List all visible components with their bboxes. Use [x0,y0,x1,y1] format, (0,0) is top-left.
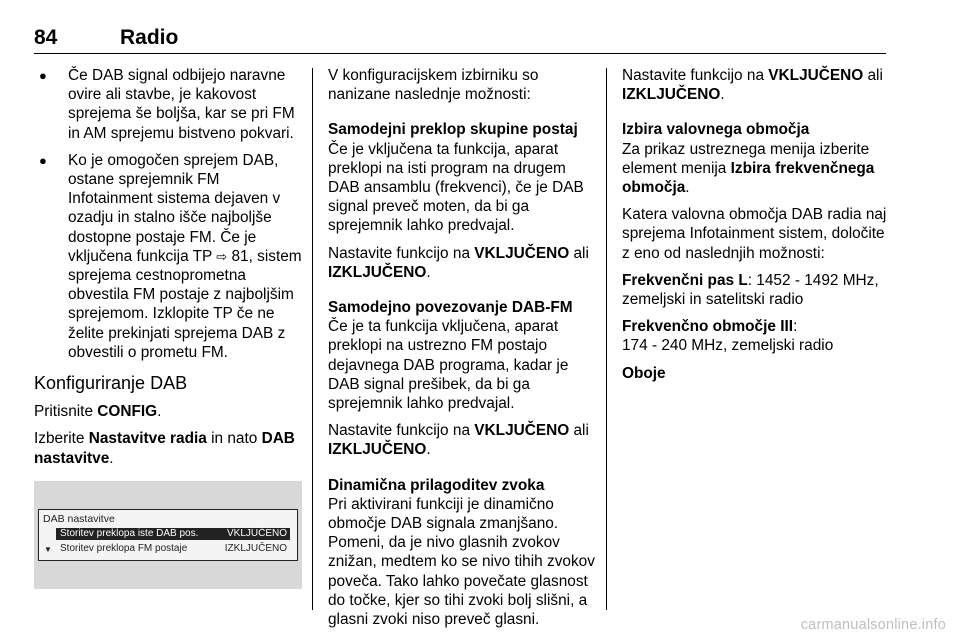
screen-menu-frame [38,509,298,561]
bullet-list [34,66,302,362]
option-body: Če je ta funkcija vključena, aparat preklopi na ustrezno FM postajo dejavnega DAB programa, kadar je DAB signal prešibek, da bi ga sprejemnik lahko predvajal. [328,318,569,413]
bullet-text: Če DAB signal odbijejo naravne ovire ali stavbe, je kakovost sprejema še boljša, kar se pri FM in AM sprejemu bistveno pokvari. [68,67,295,142]
option-body: Pri aktivirani funkciji je dinamično območje DAB signala zmanjšano. Pomeni, da je nivo glasnih zvokov znižan, medtem ko se nivo tihih zvokov poveča. Tako lahko povečate glasnost do točke, kjer so tihi zvoki bolj slišni, a glasni zvoki niso preveč glasni. [328,495,595,629]
dab-settings-screenshot [34,481,302,589]
bullet-text-cont: 81, sistem sprejema cestnoprometna obvestila FM postaje z najboljšim sprejemom. Izklopite TP če ne želite prekinjati sprejema DAB z obvestili o prometu FM. [68,247,302,361]
screen-row-value: IZKLJUČENO [224,542,287,554]
bullet-icon: ● [39,152,47,168]
set-function-text: Nastavite funkcijo na VKLJUČENO ali IZKLJUČENO. [328,422,589,459]
option-title: Samodejni preklop skupine postaj [328,121,578,139]
set-function-text: Nastavite funkcijo na VKLJUČENO ali IZKLJUČENO. [328,244,589,281]
select-instruction: Izberite Nastavitve radia in nato DAB nastavitve. [34,430,295,467]
column-divider-1 [312,68,313,610]
column-divider-2 [606,68,607,610]
section-title: Radio [120,26,179,49]
menu-item-radio-settings: Nastavitve radia [88,430,207,448]
right-arrow-reference-icon[interactable]: ⇨ [216,248,228,264]
intro-text: V konfiguracijskem izbirniku so nanizane naslednje možnosti: [328,67,539,104]
page-header [34,26,886,54]
column-3 [622,66,888,391]
option-title: Izbira valovnega območja [622,121,810,139]
menu-item-dab-settings: DAB nastavitve [34,430,295,467]
set-function-text: Nastavite funkcijo na VKLJUČENO ali IZKLJUČENO. [622,67,883,104]
list-item [34,151,302,362]
screen-row-label: Storitev preklopa iste DAB pos. [60,527,199,539]
option-body: Če je vključena ta funkcija, aparat preklopi na isti program na drugem DAB ansamblu (frekvenci), če je DAB signal preveč moten, da bi ga sprejemnik lahko predvajal. [328,140,584,235]
config-key-label: CONFIG [97,403,158,421]
band-option-iii: Frekvenčno območje III: 174 - 240 MHz, zemeljski radio [622,318,834,355]
bullet-icon: ● [39,68,47,83]
option-title: Samodejno povezovanje DAB-FM [328,299,573,317]
band-option-l: Frekvenčni pas L: 1452 - 1492 MHz, zemeljski in satelitski radio [622,271,879,309]
subsection-heading: Konfiguriranje DAB [34,373,188,394]
column-2 [328,66,596,637]
screen-row-label: Storitev preklopa FM postaje [60,542,188,554]
option-body: Za prikaz ustreznega menija izberite element menija Izbira frekvenčnega območja. [622,140,875,197]
watermark: carmanualsonline.info [800,617,946,633]
option-title: Dinamična prilagoditev zvoka [328,476,545,494]
screen-row-value: VKLJUČENO [226,527,287,539]
press-instruction: Pritisnite CONFIG. [34,403,162,421]
column-1 [34,66,302,589]
band-question: Katera valovna območja DAB radia naj sprejema Infotainment sistem, določite z eno od naslednjih možnosti: [622,206,887,262]
screen-menu-row[interactable] [56,543,290,555]
down-triangle-icon: ▼ [44,544,52,554]
band-option-both: Oboje [622,364,666,382]
screen-title: DAB nastavitve [43,512,115,525]
bullet-text: Ko je omogočen sprejem DAB, ostane sprejemnik FM Infotainment sistema dejaven v ozadju in stalno išče najboljše dostopne postaje FM. Če je vključena funkcija TP [68,151,281,265]
list-item [34,66,302,143]
screen-menu-row-selected[interactable] [56,528,290,540]
page-number: 84 [34,26,58,49]
